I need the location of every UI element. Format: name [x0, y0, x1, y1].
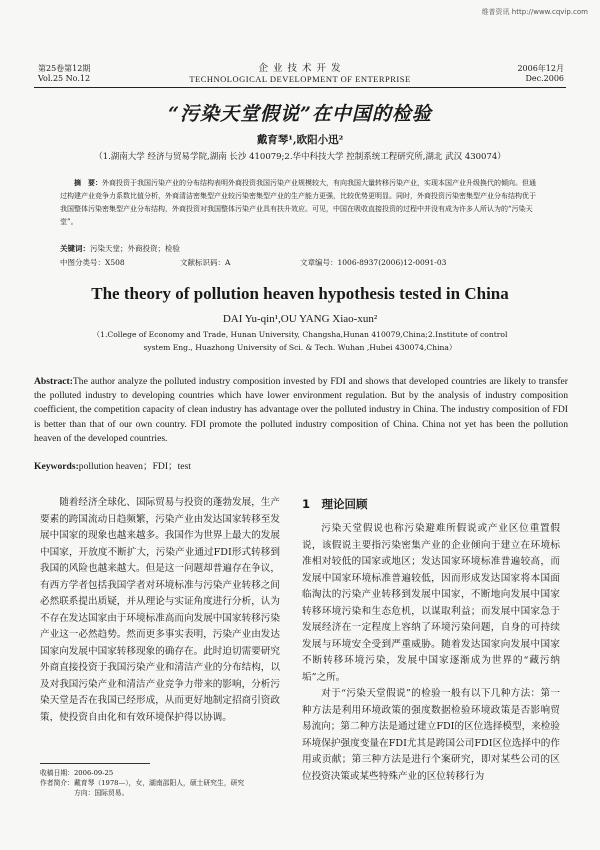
authors-cn: 戴育琴¹,欧阳小迅² — [256, 134, 344, 146]
abstract-en — [34, 375, 568, 446]
abstract-cn — [60, 176, 542, 229]
abstract-cn-text: 外商投资于我国污染产业的分布结构表明外商投资我国污染产业规模较大，有向我国大量转移污染产业，实现本国产业升级换代的倾向。但通过构建产业竞争力系数比值分析，外商清洁密集型产业较污染密集型产业的生产能力更强，比较优势更明显。同时，外商投资污染密集型产业分布结构优于我国整体污染密集型产业分布结构，外商投资对我国整体污染产业具有扶升效应。可见，中国在吸收直接投资的过程中并没有成为许多人所认为的“污染天堂”。 — [60, 179, 536, 226]
body-right-column — [302, 521, 560, 785]
affiliation-en-line-2: system Eng., Huazhong University of Sci. & Tech. Wuhan ,Hubei 430074,China） — [143, 343, 457, 352]
footnote-rule — [40, 763, 150, 764]
affiliation-en — [0, 328, 600, 354]
keywords-cn — [60, 242, 542, 255]
title-cn: “污染天堂假说”在中国的检验 — [168, 103, 432, 125]
footnote — [40, 768, 280, 798]
header-rule — [34, 87, 566, 88]
date-en: Dec.2006 — [525, 74, 564, 83]
date-cn: 2006年12月 — [517, 64, 564, 73]
authors-en: DAI Yu-qin¹,OU YANG Xiao-xun² — [222, 313, 378, 325]
clc-number: 中图分类号：X508 — [60, 258, 125, 267]
title-en: The theory of pollution heaven hypothesis tested in China — [91, 284, 509, 303]
affiliation-cn: （1.湖南大学 经济与贸易学院,湖南 长沙 410079;2.华中科技大学 控制系统工程研究所,湖北 武汉 430074） — [94, 152, 506, 162]
body-left-paragraph-1: 随着经济全球化、国际贸易与投资的蓬勃发展，生产要素的跨国流动日趋频繁，污染产业由发达国家转移至发展中国家的现象也越来越多。我国作为世界上最大的发展中国家，开放度不断扩大，污染产业通过FDI形式转移到我国的风险也越来越大。但是这一问题却普遍存在争议，有西方学者包括我国学者对环境标准与污染产业转移之间必然联系提出质疑，并从理论与实证角度进行分析，认为不存在发达国家由于环境标准高而向发展中国家转移污染产业这一必然趋势。然而更多事实表明，污染产业由发达国家向发展中国家转移现象的确存在。此时迫切需要研究外商直接投资于我国污染产业和清洁产业的分布结构，以及对我国污染产业和清洁产业竞争力带来的影响，分析污染天堂是否在我国已经形成，从而更好地制定招商引资政策，使投资自由化和有效环境保护得以协调。 — [40, 497, 280, 723]
body-left-column — [40, 495, 280, 726]
author-bio-line-2: 方向：国际贸易。 — [74, 789, 129, 797]
keywords-cn-label: 关键词： — [60, 244, 90, 253]
journal-name — [0, 64, 600, 84]
section-1-heading: 1 理论回顾 — [302, 497, 368, 511]
abstract-en-text: The author analyze the polluted industry composition invested by FDI and shows that developed countries are likely to transfer the polluted industry to developing countries which have lower environment regulation. But by the analysis of industry composition coefficient, the competition capacity of clean industry has advantage over the polluted industry in China. The industry composition of FDI is better than that of our own country. FDI promote the polluted industry composition of China. China not yet has been the pollution heaven of the developed countries. — [34, 376, 568, 444]
article-number: 文章编号：1006-8937(2006)12-0091-03 — [300, 258, 447, 267]
abstract-cn-label: 摘 要： — [74, 178, 102, 187]
volume-en: Vol.25 No.12 — [38, 74, 91, 83]
abstract-en-label: Abstract: — [34, 376, 73, 387]
keywords-en-text: pollution heaven；FDI；test — [78, 461, 191, 472]
author-bio-line-1: 作者简介：戴育琴（1978—），女，湖南邵阳人，硕士研究生，研究 — [40, 779, 245, 787]
journal-name-en: TECHNOLOGICAL DEVELOPMENT OF ENTERPRISE — [189, 74, 411, 84]
received-date: 收稿日期：2006-09-25 — [40, 769, 114, 777]
journal-name-cn: 企 业 技 术 开 发 — [258, 63, 342, 74]
affiliation-en-line-1: （1.College of Economy and Trade, Hunan University, Changsha,Hunan 410079,China;2.Institute of control — [92, 330, 508, 339]
classification-line — [60, 256, 542, 269]
keywords-en-label: Keywords: — [34, 461, 79, 472]
issue-date — [517, 64, 564, 84]
keywords-cn-text: 污染天堂；外商投资；检验 — [90, 244, 180, 253]
volume-cn: 第25卷第12期 — [38, 64, 91, 73]
body-right-paragraph-1: 污染天堂假说也称污染避难所假说或产业区位重置假说，该假说主要指污染密集产业的企业倾向于建立在环境标准相对较低的国家或地区；发达国家环境标准普遍较高，而发展中国家环境标准普遍较低，因而形成发达国家将本国面临淘汰的污染产业转移到发展中国家，不断地向发展中国家转移环境污染和生态危机，以谋取利益；而发展中国家急于发展经济在一定程度上容纳了环境污染问题，自身的可持续发展与环境安全受到严重威胁。随着发达国家向发展中国家不断转移环境污染，发展中国家逐渐成为世界的“藏污纳垢”之所。 — [302, 523, 560, 683]
body-right-paragraph-2: 对于“污染天堂假说”的检验一般有以下几种方法：第一种方法是利用环境政策的强度数据检验环境政策是否影响贸易流向；第二种方法是通过建立FDI的区位选择模型，来检验环境保护强度变量在FDI尤其是跨国公司FDI区位选择中的作用或贡献；第三种方法是进行个案研究，即对某些公司的区位投资决策或某些特殊产业的区位转移行为 — [302, 688, 560, 782]
document-code: 文献标识码：A — [180, 258, 231, 267]
keywords-en — [34, 458, 568, 472]
source-watermark: 维普资讯 http://www.cqvip.com — [481, 8, 588, 16]
